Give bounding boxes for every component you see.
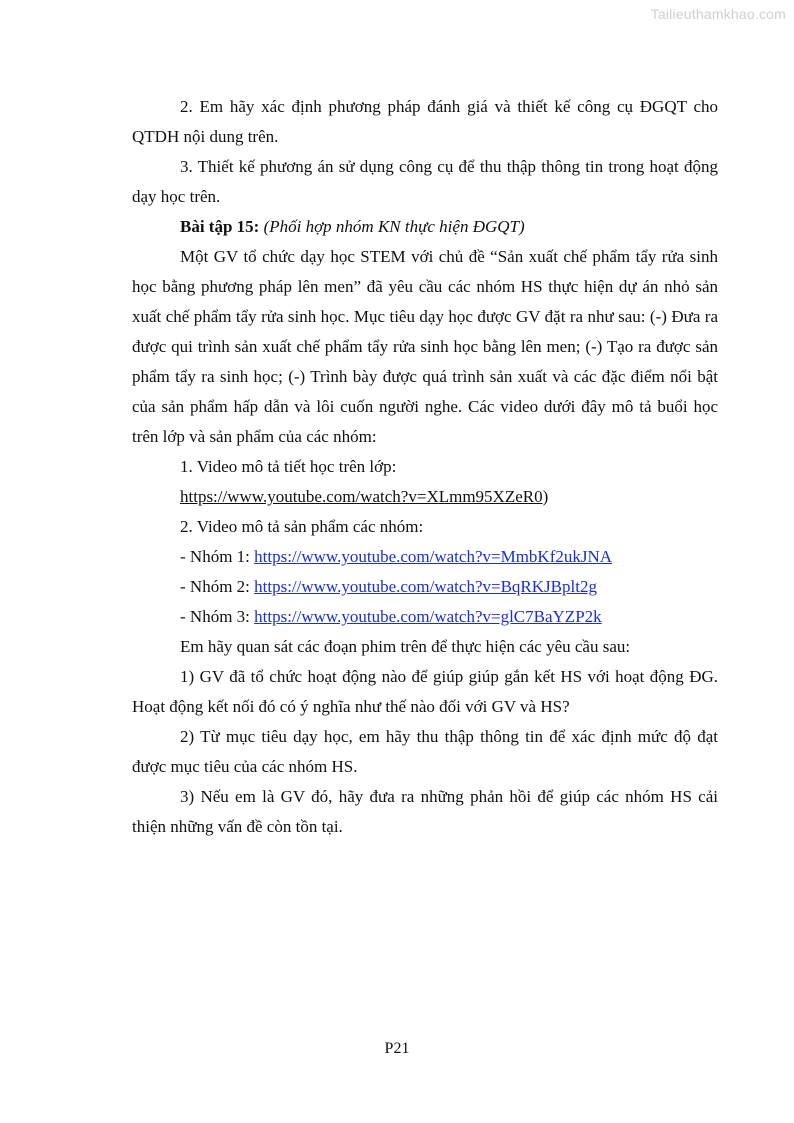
group-item-1 — [132, 542, 718, 572]
video1-link-line — [132, 482, 718, 512]
group-1-link[interactable]: https://www.youtube.com/watch?v=MmbKf2ukJNA — [254, 547, 613, 566]
question-2: 2) Từ mục tiêu dạy học, em hãy thu thập thông tin để xác định mức độ đạt được mục tiêu của các nhóm HS. — [132, 727, 718, 776]
page-number: P21 — [384, 1040, 410, 1057]
question-1: 1) GV đã tổ chức hoạt động nào để giúp giúp gắn kết HS với hoạt động ĐG. Hoạt động kết nối đó có ý nghĩa như thế nào đối với GV và HS? — [132, 667, 718, 716]
exercise-subtitle: (Phối hợp nhóm KN thực hiện ĐGQT) — [263, 217, 525, 236]
instruction: Em hãy quan sát các đoạn phim trên để thực hiện các yêu cầu sau: — [180, 637, 631, 656]
group-label: - Nhóm 1: — [180, 547, 255, 566]
paragraph-item-3: 3. Thiết kế phương án sử dụng công cụ để thu thập thông tin trong hoạt động dạy học trên. — [132, 157, 718, 206]
video2-label: 2. Video mô tả sản phẩm các nhóm: — [180, 517, 424, 536]
group-2-link[interactable]: https://www.youtube.com/watch?v=BqRKJBplt2g — [254, 577, 597, 596]
paragraph-item-2: 2. Em hãy xác định phương pháp đánh giá và thiết kế công cụ ĐGQT cho QTDH nội dung trên. — [132, 97, 718, 146]
document-body — [132, 92, 718, 842]
watermark: Tailieuthamkhao.com — [650, 6, 786, 22]
exercise-description: Một GV tổ chức dạy học STEM với chủ đề “Sản xuất chế phẩm tẩy rửa sinh học bằng phương pháp lên men” đã yêu cầu các nhóm HS thực hiện dự án nhỏ sản xuất chế phẩm tẩy rửa sinh học. Mục tiêu dạy học được GV đặt ra như sau: (-) Đưa ra được qui trình sản xuất chế phẩm tẩy rửa sinh học bằng lên men; (-) Tạo ra được sản phẩm tẩy ra sinh học; (-) Trình bày được quá trình sản xuất và các đặc điểm nổi bật của sản phẩm hấp dẫn và lôi cuốn người nghe. Các video dưới đây mô tả buổi học trên lớp và sản phẩm của các nhóm: — [132, 247, 718, 446]
group-item-3 — [132, 602, 718, 632]
exercise-heading — [132, 212, 718, 242]
exercise-label: Bài tập 15: — [180, 217, 260, 236]
group-label: - Nhóm 3: — [180, 607, 255, 626]
video1-label: 1. Video mô tả tiết học trên lớp: — [180, 457, 397, 476]
video1-link[interactable]: https://www.youtube.com/watch?v=XLmm95XZeR0 — [180, 487, 543, 506]
group-label: - Nhóm 2: — [180, 577, 255, 596]
group-3-link[interactable]: https://www.youtube.com/watch?v=glC7BaYZP2k — [254, 607, 602, 626]
video1-suffix: ) — [542, 487, 549, 506]
group-item-2 — [132, 572, 718, 602]
question-3: 3) Nếu em là GV đó, hãy đưa ra những phản hồi để giúp các nhóm HS cải thiện những vấn đề còn tồn tại. — [132, 787, 718, 836]
